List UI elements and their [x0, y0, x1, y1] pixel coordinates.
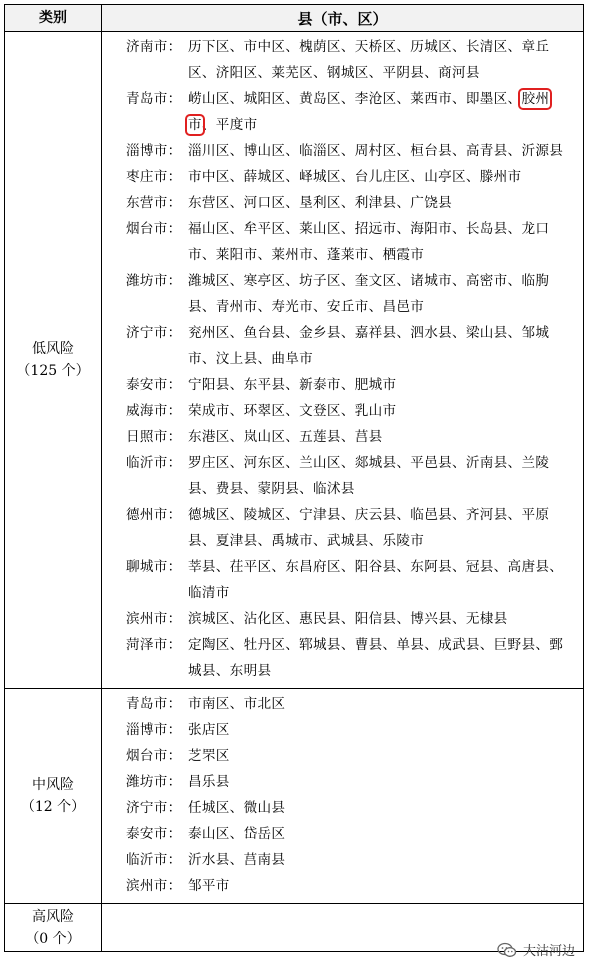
county-list	[188, 372, 583, 398]
county-list	[188, 632, 583, 684]
county-list	[188, 424, 583, 450]
county-text: 张店区	[188, 722, 230, 738]
county-text: 德城区、陵城区、宁津县、庆云县、临邑县、齐河县、平原县、夏津县、禹城市、武城县、乐陵市	[188, 507, 550, 549]
city-name: 德州市：	[126, 507, 182, 523]
group-low	[5, 32, 584, 689]
county-list	[188, 743, 583, 769]
county-list	[188, 795, 583, 821]
county-text: 淄川区、博山区、临淄区、周村区、桓台县、高青县、沂源县	[188, 143, 564, 159]
city-row	[126, 795, 583, 821]
city-name: 菏泽市：	[126, 637, 182, 653]
county-text: 任城区、微山县	[188, 800, 286, 816]
county-text: 崂山区、城阳区、黄岛区、李沧区、莱西市、即墨区、	[188, 91, 522, 107]
county-text: 东营区、河口区、垦利区、利津县、广饶县	[188, 195, 452, 211]
table-header-row	[5, 5, 584, 32]
city-name: 济宁市：	[126, 325, 182, 341]
city-name: 济南市：	[126, 39, 182, 55]
county-text: 潍城区、寒亭区、坊子区、奎文区、诸城市、高密市、临朐县、青州市、寿光市、安丘市、昌邑市	[188, 273, 550, 315]
city-name: 日照市：	[126, 429, 182, 445]
city-row	[126, 424, 583, 450]
county-list	[188, 190, 583, 216]
county-list	[188, 847, 583, 873]
county-list	[188, 769, 583, 795]
city-row	[126, 821, 583, 847]
county-text: 、平度市	[201, 117, 258, 133]
city-row	[126, 34, 583, 86]
city-row	[126, 847, 583, 873]
watermark-text: 大沽河边	[522, 944, 575, 959]
group-medium	[5, 689, 584, 904]
risk-count-label: （0 个）	[25, 930, 81, 947]
city-row	[126, 554, 583, 606]
low-risk-cell	[5, 32, 102, 689]
county-text: 昌乐县	[188, 774, 230, 790]
risk-level-label: 低风险	[32, 341, 74, 357]
city-row	[126, 190, 583, 216]
county-text: 兖州区、鱼台县、金乡县、嘉祥县、泗水县、梁山县、邹城市、汶上县、曲阜市	[188, 325, 550, 367]
city-row	[126, 691, 583, 717]
city-name: 潍坊市：	[126, 774, 182, 790]
risk-level-label: 中风险	[32, 777, 74, 793]
header-category: 类别	[5, 5, 102, 32]
city-row	[126, 717, 583, 743]
city-name: 滨州市：	[126, 611, 182, 627]
risk-count-label: （125 个）	[16, 363, 90, 379]
city-name: 临沂市：	[126, 852, 182, 868]
county-list	[188, 398, 583, 424]
city-name: 济宁市：	[126, 800, 182, 816]
county-list	[188, 164, 583, 190]
county-text: 滨城区、沾化区、惠民县、阳信县、博兴县、无棣县	[188, 611, 508, 627]
city-name: 威海市：	[126, 403, 182, 419]
county-text: 历下区、市中区、槐荫区、天桥区、历城区、长清区、章丘区、济阳区、莱芜区、钢城区、平阴县、商河县	[188, 39, 550, 81]
county-list	[188, 502, 583, 554]
county-list	[188, 86, 583, 138]
risk-level-label: 高风险	[32, 908, 74, 925]
county-list	[188, 554, 583, 606]
medium-risk-counties	[102, 689, 584, 904]
city-row	[126, 372, 583, 398]
county-list	[188, 717, 583, 743]
city-list	[126, 34, 583, 684]
city-row	[126, 632, 583, 684]
county-text: 市南区、市北区	[188, 696, 286, 712]
city-name: 青岛市：	[126, 696, 182, 712]
city-row	[126, 86, 583, 138]
county-text: 沂水县、莒南县	[188, 852, 286, 868]
watermark	[497, 940, 575, 959]
county-text: 福山区、牟平区、莱山区、招远市、海阳市、长岛县、龙口市、莱阳市、莱州市、蓬莱市、栖霞市	[188, 221, 550, 263]
county-list	[188, 450, 583, 502]
county-list	[188, 138, 583, 164]
city-name: 烟台市：	[126, 748, 182, 764]
city-row	[126, 873, 583, 899]
city-name: 临沂市：	[126, 455, 182, 471]
city-row	[126, 216, 583, 268]
city-row	[126, 450, 583, 502]
low-risk-counties	[102, 32, 584, 689]
city-row	[126, 320, 583, 372]
city-row	[126, 743, 583, 769]
county-list	[188, 34, 583, 86]
city-name: 烟台市：	[126, 221, 182, 237]
medium-risk-cell	[5, 689, 102, 904]
header-county: 县（市、区）	[102, 5, 584, 32]
county-list	[188, 691, 583, 717]
risk-count-label: （12 个）	[20, 799, 86, 815]
county-text: 定陶区、牡丹区、郓城县、曹县、单县、成武县、巨野县、鄄城县、东明县	[188, 637, 564, 679]
city-row	[126, 502, 583, 554]
county-text: 东港区、岚山区、五莲县、莒县	[188, 429, 383, 445]
highlighted-county: 胶州市	[188, 91, 550, 133]
risk-table	[4, 4, 584, 952]
county-text: 荣成市、环翠区、文登区、乳山市	[188, 403, 397, 419]
county-list	[188, 821, 583, 847]
county-text: 邹平市	[188, 878, 230, 894]
city-list	[126, 691, 583, 899]
city-name: 东营市：	[126, 195, 182, 211]
city-name: 枣庄市：	[126, 169, 182, 185]
city-name: 泰安市：	[126, 377, 182, 393]
county-text: 市中区、薛城区、峄城区、台儿庄区、山亭区、滕州市	[188, 169, 522, 185]
county-list	[188, 606, 583, 632]
city-row	[126, 769, 583, 795]
city-row	[126, 268, 583, 320]
county-text: 泰山区、岱岳区	[188, 826, 286, 842]
city-name: 滨州市：	[126, 878, 182, 894]
county-text: 芝罘区	[188, 748, 230, 764]
high-risk-cell	[5, 904, 102, 952]
wechat-icon	[497, 942, 517, 958]
city-row	[126, 164, 583, 190]
city-name: 泰安市：	[126, 826, 182, 842]
city-name: 聊城市：	[126, 559, 182, 575]
county-list	[188, 320, 583, 372]
city-row	[126, 606, 583, 632]
city-name: 淄博市：	[126, 143, 182, 159]
city-name: 淄博市：	[126, 722, 182, 738]
county-list	[188, 873, 583, 899]
city-name: 青岛市：	[126, 91, 182, 107]
county-list	[188, 216, 583, 268]
city-row	[126, 398, 583, 424]
city-row	[126, 138, 583, 164]
city-name: 潍坊市：	[126, 273, 182, 289]
county-text: 罗庄区、河东区、兰山区、郯城县、平邑县、沂南县、兰陵县、费县、蒙阴县、临沭县	[188, 455, 550, 497]
county-text: 莘县、茌平区、东昌府区、阳谷县、东阿县、冠县、高唐县、临清市	[188, 559, 564, 601]
county-list	[188, 268, 583, 320]
county-text: 宁阳县、东平县、新泰市、肥城市	[188, 377, 397, 393]
